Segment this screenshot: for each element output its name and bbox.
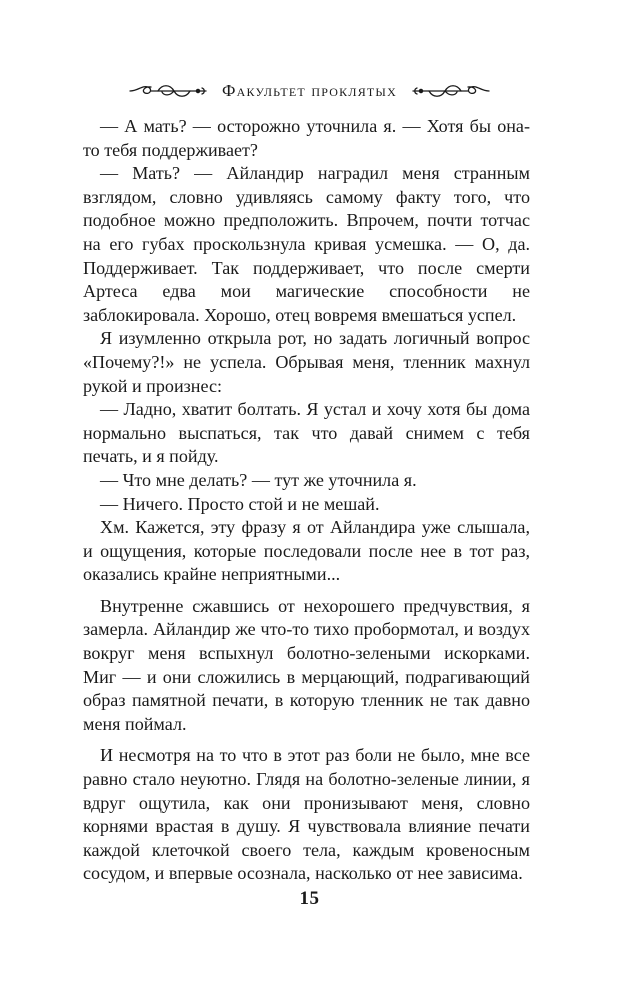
paragraph: — Ничего. Просто стой и не мешай. — [100, 493, 380, 514]
paragraph: Хм. Кажется, эту фразу я от Айландира уже слышала, и ощущения, которые последовали после нее в тот раз, оказались крайне неприятными... — [83, 517, 530, 585]
running-title: Факультет проклятых — [222, 81, 397, 100]
paragraph: И несмотря на то что в этот раз боли не было, мне все равно стало неуютно. Глядя на болотно-зеленые линии, я вдруг ощутила, как они пронизывают меня, словно корнями врастая в душу. Я чувствовала влияние печати каждой клеточкой своего тела, каждым кровеносным сосудом, и впервые осознала, насколько от нее зависима. — [83, 745, 530, 884]
page-number: 15 — [299, 888, 320, 909]
running-header — [0, 78, 619, 104]
paragraph: — Что мне делать? — тут же уточнила я. — [100, 469, 417, 490]
paragraph: — Ладно, хватит болтать. Я устал и хочу хотя бы дома нормально выспаться, так что давай снимем с тебя печать, и я пойду. — [83, 399, 530, 467]
body-text — [83, 115, 530, 886]
left-flourish-icon — [128, 81, 208, 101]
paragraph: — А мать? — осторожно уточнила я. — Хотя бы она-то тебя поддерживает? — [83, 116, 530, 160]
paragraph: — Мать? — Айландир наградил меня странным взглядом, словно удивляясь самому факту того, что подобное можно предположить. Впрочем, почти тотчас на его губах проскользнула кривая усмешка. — О, да. Поддерживает. Так поддерживает, что после смерти Артеса едва мои магические способности не заблокировала. Хорошо, отец вовремя вмешаться успел. — [83, 163, 530, 325]
right-flourish-icon — [411, 81, 491, 101]
paragraph: Внутренне сжавшись от нехорошего предчувствия, я замерла. Айландир же что-то тихо пробормотал, и воздух вокруг меня вспыхнул болотно-зелеными искорками. Миг — и они сложились в мерцающий, подрагивающий образ памятной печати, в которую тленник не так давно меня поймал. — [83, 595, 530, 734]
paragraph: Я изумленно открыла рот, но задать логичный вопрос «Почему?!» не успела. Обрывая меня, тленник махнул рукой и произнес: — [83, 328, 530, 396]
